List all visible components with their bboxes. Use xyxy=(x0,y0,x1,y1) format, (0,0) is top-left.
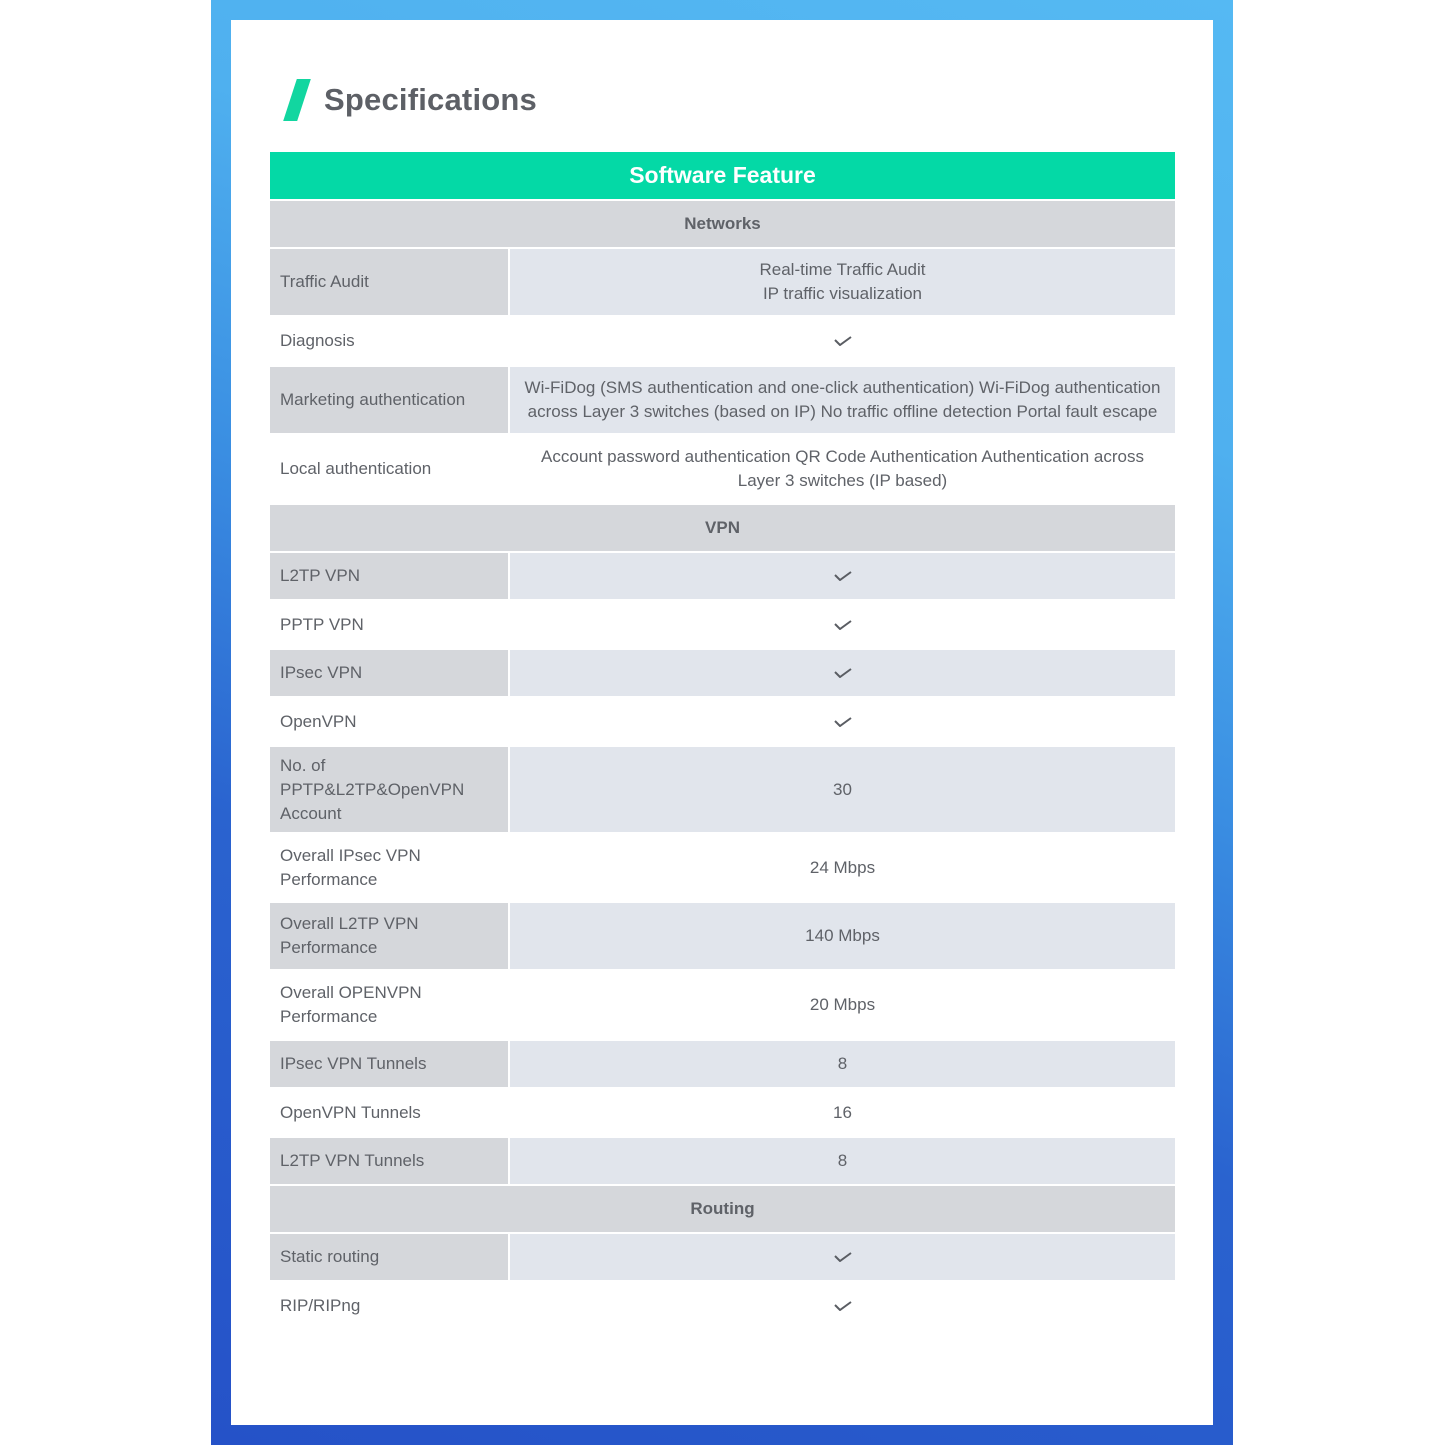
table-row xyxy=(270,1087,1175,1136)
table-row xyxy=(270,901,1175,969)
row-value: 16 xyxy=(508,1089,1175,1136)
section-header-vpn: VPN xyxy=(270,503,1175,551)
row-value: 8 xyxy=(508,1041,1175,1087)
table-row xyxy=(270,969,1175,1039)
row-value: 20 Mbps xyxy=(508,971,1175,1039)
section-header-networks: Networks xyxy=(270,199,1175,247)
table-row xyxy=(270,551,1175,599)
checkmark-icon xyxy=(834,336,852,346)
row-label xyxy=(270,834,508,901)
value-line: Layer 3 switches (IP based) xyxy=(737,471,948,490)
table-row xyxy=(270,1136,1175,1184)
row-value xyxy=(508,650,1175,696)
table-row xyxy=(270,648,1175,696)
label-line: Performance xyxy=(280,938,378,957)
checkmark-icon xyxy=(834,571,852,581)
table-row xyxy=(270,745,1175,832)
table-banner: Software Feature xyxy=(270,152,1175,199)
value-line: IP traffic visualization xyxy=(762,284,923,303)
row-label: Marketing authentication xyxy=(270,367,508,433)
label-line: Performance xyxy=(280,869,378,889)
accent-slash-icon xyxy=(283,79,311,121)
table-row xyxy=(270,1232,1175,1280)
row-value: 24 Mbps xyxy=(508,834,1175,901)
value-line: Account password authentication QR Code Authentication Authentication across xyxy=(541,447,1144,466)
row-label: Static routing xyxy=(270,1234,508,1280)
checkmark-icon xyxy=(834,717,852,727)
label-line: Account xyxy=(280,803,342,823)
checkmark-icon xyxy=(834,1252,852,1262)
table-row xyxy=(270,433,1175,503)
table-row xyxy=(270,832,1175,901)
page-heading xyxy=(284,78,537,122)
row-value xyxy=(508,1234,1175,1280)
value-line: Wi-FiDog (SMS authentication and one-click authentication) Wi-FiDog authentication xyxy=(524,378,1161,397)
label-line: Performance xyxy=(280,1007,378,1026)
row-label: OpenVPN xyxy=(270,698,508,745)
row-label: RIP/RIPng xyxy=(270,1282,508,1329)
checkmark-icon xyxy=(834,1301,852,1311)
row-value xyxy=(508,553,1175,599)
row-value: 30 xyxy=(508,747,1175,832)
section-header-routing: Routing xyxy=(270,1184,1175,1232)
row-value xyxy=(508,249,1175,315)
row-label: Local authentication xyxy=(270,435,508,503)
table-row xyxy=(270,1280,1175,1329)
value-line: Real-time Traffic Audit xyxy=(759,260,926,279)
checkmark-icon xyxy=(834,620,852,630)
label-line: Overall L2TP VPN xyxy=(280,914,419,933)
row-label xyxy=(270,903,508,969)
row-label: L2TP VPN Tunnels xyxy=(270,1138,508,1184)
label-line: Overall IPsec VPN xyxy=(280,845,421,865)
row-label: OpenVPN Tunnels xyxy=(270,1089,508,1136)
table-row xyxy=(270,247,1175,315)
row-label: L2TP VPN xyxy=(270,553,508,599)
row-label: Traffic Audit xyxy=(270,249,508,315)
table-row xyxy=(270,599,1175,648)
row-label: Diagnosis xyxy=(270,317,508,365)
table-row xyxy=(270,1039,1175,1087)
row-value: 8 xyxy=(508,1138,1175,1184)
checkmark-icon xyxy=(834,668,852,678)
row-value xyxy=(508,435,1175,503)
row-label: IPsec VPN xyxy=(270,650,508,696)
row-value xyxy=(508,601,1175,648)
table-row xyxy=(270,365,1175,433)
row-value xyxy=(508,367,1175,433)
table-row xyxy=(270,315,1175,365)
row-label: PPTP VPN xyxy=(270,601,508,648)
row-label xyxy=(270,971,508,1039)
table-row xyxy=(270,696,1175,745)
row-value xyxy=(508,317,1175,365)
spec-table xyxy=(270,152,1175,1329)
row-value xyxy=(508,698,1175,745)
label-line: No. of xyxy=(280,755,326,775)
row-value: 140 Mbps xyxy=(508,903,1175,969)
label-line: PPTP&L2TP&OpenVPN xyxy=(280,779,465,799)
label-line: Overall OPENVPN xyxy=(280,983,422,1002)
row-label xyxy=(270,747,508,832)
row-value xyxy=(508,1282,1175,1329)
value-line: across Layer 3 switches (based on IP) No traffic offline detection Portal fault escape xyxy=(527,402,1158,421)
row-label: IPsec VPN Tunnels xyxy=(270,1041,508,1087)
page-title: Specifications xyxy=(324,82,537,117)
